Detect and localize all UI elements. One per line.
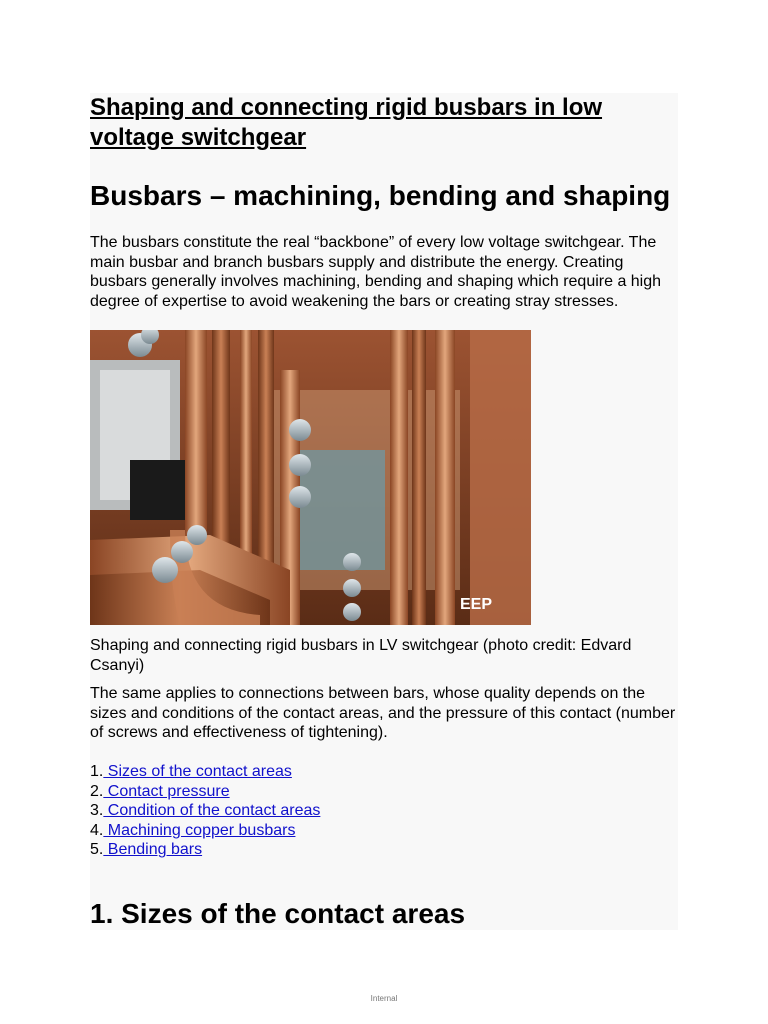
footer-classification-label: Internal bbox=[370, 994, 398, 1003]
toc-item bbox=[90, 762, 678, 782]
toc-link-machining-copper-busbars[interactable]: Machining copper busbars bbox=[103, 821, 296, 839]
page-title: Shaping and connecting rigid busbars in low voltage switchgear bbox=[90, 94, 603, 151]
content-block bbox=[90, 93, 678, 930]
photo-watermark-logo: EEP bbox=[460, 596, 493, 613]
toc-item bbox=[90, 840, 678, 860]
toc-item-number: 5. bbox=[90, 841, 104, 859]
connections-paragraph: The same applies to connections between bars, whose quality depends on the sizes and conditions of the contact areas, and the pressure of this contact (number of screws and effectiveness of tightening). bbox=[90, 685, 676, 742]
busbar-photo bbox=[90, 330, 531, 625]
toc-item bbox=[90, 801, 678, 821]
photo-caption: Shaping and connecting rigid busbars in LV switchgear (photo credit: Edvard Csanyi) bbox=[90, 637, 632, 674]
toc-item-number: 4. bbox=[90, 821, 104, 839]
toc-item-number: 1. bbox=[90, 763, 104, 780]
section-heading-machining: Busbars – machining, bending and shaping bbox=[90, 180, 671, 211]
toc-link-contact-pressure[interactable]: Contact pressure bbox=[103, 782, 230, 800]
table-of-contents bbox=[90, 762, 678, 860]
toc-item-number: 3. bbox=[90, 802, 104, 820]
toc-item-number: 2. bbox=[90, 782, 104, 800]
section-heading-sizes-of-contact-areas: 1. Sizes of the contact areas bbox=[90, 898, 466, 929]
toc-item bbox=[90, 821, 678, 841]
toc-link-bending-bars[interactable]: Bending bars bbox=[103, 841, 203, 859]
toc-link-sizes-of-contact-areas[interactable]: Sizes of the contact areas bbox=[103, 763, 292, 780]
toc-item bbox=[90, 782, 678, 802]
busbar-photo-illustration bbox=[90, 330, 531, 625]
toc-link-condition-of-contact-areas[interactable]: Condition of the contact areas bbox=[103, 802, 321, 820]
intro-paragraph: The busbars constitute the real “backbone” of every low voltage switchgear. The main busbar and branch busbars supply and distribute the energy. Creating busbars generally involves machining, bending and shaping which require a high degree of expertise to avoid weakening the bars or creating stray stresses. bbox=[90, 234, 662, 310]
